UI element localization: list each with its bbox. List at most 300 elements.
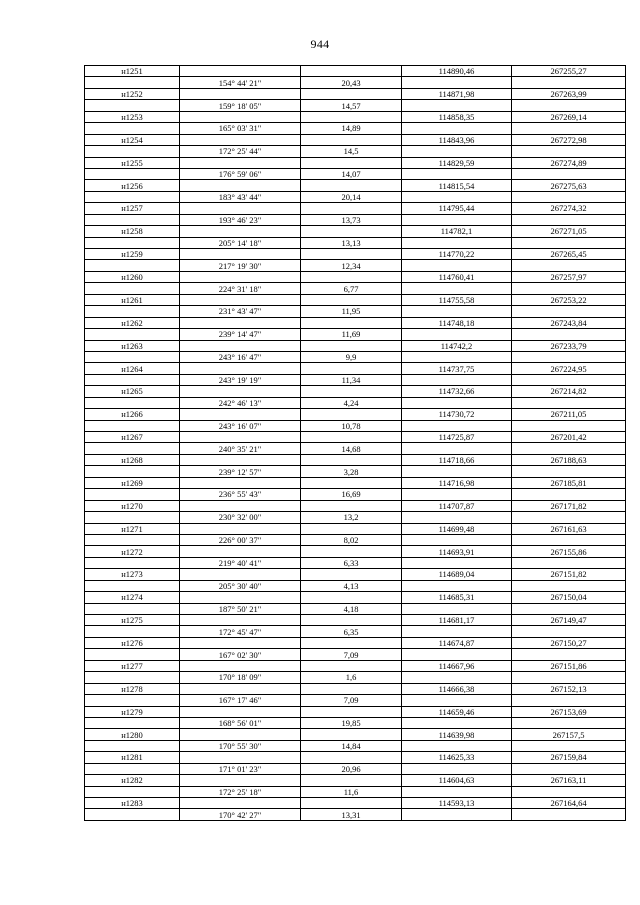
y-coordinate: 267271,05 bbox=[512, 226, 626, 237]
segment-row bbox=[85, 626, 626, 637]
angle-spacer bbox=[180, 615, 301, 626]
x-coordinate: 114593,13 bbox=[402, 798, 512, 809]
point-row bbox=[85, 615, 626, 626]
length-spacer bbox=[301, 523, 402, 534]
point-name: н1264 bbox=[85, 363, 180, 374]
point-spacer bbox=[85, 214, 180, 225]
y-spacer bbox=[512, 512, 626, 523]
y-spacer bbox=[512, 191, 626, 202]
x-coordinate: 114755,58 bbox=[402, 294, 512, 305]
point-name: н1251 bbox=[85, 66, 180, 77]
point-row bbox=[85, 454, 626, 465]
x-spacer bbox=[402, 237, 512, 248]
segment-length: 9,9 bbox=[301, 351, 402, 362]
segment-row bbox=[85, 603, 626, 614]
direction-angle: 172° 25' 44" bbox=[180, 146, 301, 157]
x-spacer bbox=[402, 374, 512, 385]
point-row bbox=[85, 111, 626, 122]
point-row bbox=[85, 409, 626, 420]
direction-angle: 172° 25' 18" bbox=[180, 786, 301, 797]
y-coordinate: 267224,95 bbox=[512, 363, 626, 374]
angle-spacer bbox=[180, 729, 301, 740]
direction-angle: 170° 42' 27" bbox=[180, 809, 301, 820]
length-spacer bbox=[301, 317, 402, 328]
point-name: н1282 bbox=[85, 775, 180, 786]
point-spacer bbox=[85, 603, 180, 614]
point-spacer bbox=[85, 786, 180, 797]
point-name: н1266 bbox=[85, 409, 180, 420]
point-name: н1270 bbox=[85, 500, 180, 511]
length-spacer bbox=[301, 706, 402, 717]
segment-row bbox=[85, 672, 626, 683]
x-spacer bbox=[402, 649, 512, 660]
point-spacer bbox=[85, 717, 180, 728]
segment-length: 16,69 bbox=[301, 489, 402, 500]
segment-row bbox=[85, 649, 626, 660]
angle-spacer bbox=[180, 363, 301, 374]
point-row bbox=[85, 203, 626, 214]
segment-length: 1,6 bbox=[301, 672, 402, 683]
point-name: н1257 bbox=[85, 203, 180, 214]
x-coordinate: 114689,04 bbox=[402, 569, 512, 580]
y-coordinate: 267153,69 bbox=[512, 706, 626, 717]
y-spacer bbox=[512, 534, 626, 545]
direction-angle: 168° 56' 01" bbox=[180, 717, 301, 728]
coordinates-table bbox=[84, 65, 626, 821]
point-spacer bbox=[85, 649, 180, 660]
segment-row bbox=[85, 306, 626, 317]
length-spacer bbox=[301, 500, 402, 511]
x-spacer bbox=[402, 512, 512, 523]
x-coordinate: 114725,87 bbox=[402, 432, 512, 443]
y-spacer bbox=[512, 168, 626, 179]
y-spacer bbox=[512, 260, 626, 271]
segment-row bbox=[85, 283, 626, 294]
point-name: н1274 bbox=[85, 592, 180, 603]
point-spacer bbox=[85, 100, 180, 111]
y-spacer bbox=[512, 146, 626, 157]
y-coordinate: 267257,97 bbox=[512, 271, 626, 282]
angle-spacer bbox=[180, 294, 301, 305]
x-coordinate: 114843,96 bbox=[402, 134, 512, 145]
x-spacer bbox=[402, 809, 512, 820]
segment-row bbox=[85, 100, 626, 111]
x-coordinate: 114667,96 bbox=[402, 660, 512, 671]
x-coordinate: 114681,17 bbox=[402, 615, 512, 626]
y-spacer bbox=[512, 557, 626, 568]
x-spacer bbox=[402, 717, 512, 728]
segment-length: 14,07 bbox=[301, 168, 402, 179]
angle-spacer bbox=[180, 500, 301, 511]
direction-angle: 239° 12' 57" bbox=[180, 466, 301, 477]
y-coordinate: 267150,04 bbox=[512, 592, 626, 603]
length-spacer bbox=[301, 111, 402, 122]
segment-row bbox=[85, 695, 626, 706]
point-spacer bbox=[85, 695, 180, 706]
y-coordinate: 267149,47 bbox=[512, 615, 626, 626]
y-coordinate: 267152,13 bbox=[512, 683, 626, 694]
segment-row bbox=[85, 329, 626, 340]
x-spacer bbox=[402, 351, 512, 362]
direction-angle: 167° 17' 46" bbox=[180, 695, 301, 706]
segment-row bbox=[85, 351, 626, 362]
length-spacer bbox=[301, 203, 402, 214]
length-spacer bbox=[301, 775, 402, 786]
y-spacer bbox=[512, 351, 626, 362]
y-coordinate: 267233,79 bbox=[512, 340, 626, 351]
direction-angle: 239° 14' 47" bbox=[180, 329, 301, 340]
x-spacer bbox=[402, 557, 512, 568]
page-number: 944 bbox=[310, 37, 330, 51]
point-name: н1267 bbox=[85, 432, 180, 443]
segment-length: 14,57 bbox=[301, 100, 402, 111]
x-spacer bbox=[402, 786, 512, 797]
y-spacer bbox=[512, 214, 626, 225]
y-spacer bbox=[512, 466, 626, 477]
segment-length: 19,85 bbox=[301, 717, 402, 728]
point-row bbox=[85, 226, 626, 237]
segment-length: 4,24 bbox=[301, 397, 402, 408]
point-name: н1273 bbox=[85, 569, 180, 580]
length-spacer bbox=[301, 134, 402, 145]
x-coordinate: 114707,87 bbox=[402, 500, 512, 511]
direction-angle: 154° 44' 21" bbox=[180, 77, 301, 88]
segment-length: 7,09 bbox=[301, 649, 402, 660]
angle-spacer bbox=[180, 111, 301, 122]
angle-spacer bbox=[180, 66, 301, 77]
angle-spacer bbox=[180, 660, 301, 671]
point-name: н1260 bbox=[85, 271, 180, 282]
x-spacer bbox=[402, 763, 512, 774]
segment-length: 14,68 bbox=[301, 443, 402, 454]
y-spacer bbox=[512, 695, 626, 706]
point-row bbox=[85, 432, 626, 443]
direction-angle: 193° 46' 23" bbox=[180, 214, 301, 225]
point-spacer bbox=[85, 580, 180, 591]
direction-angle: 236° 55' 43" bbox=[180, 489, 301, 500]
segment-length: 20,43 bbox=[301, 77, 402, 88]
y-spacer bbox=[512, 100, 626, 111]
direction-angle: 159° 18' 05" bbox=[180, 100, 301, 111]
point-spacer bbox=[85, 283, 180, 294]
angle-spacer bbox=[180, 271, 301, 282]
y-spacer bbox=[512, 763, 626, 774]
x-coordinate: 114699,48 bbox=[402, 523, 512, 534]
point-row bbox=[85, 798, 626, 809]
segment-length: 14,84 bbox=[301, 740, 402, 751]
y-coordinate: 267274,32 bbox=[512, 203, 626, 214]
segment-row bbox=[85, 786, 626, 797]
y-spacer bbox=[512, 489, 626, 500]
segment-row bbox=[85, 580, 626, 591]
segment-length: 13,2 bbox=[301, 512, 402, 523]
x-spacer bbox=[402, 306, 512, 317]
point-name: н1255 bbox=[85, 157, 180, 168]
x-coordinate: 114716,98 bbox=[402, 477, 512, 488]
length-spacer bbox=[301, 294, 402, 305]
angle-spacer bbox=[180, 409, 301, 420]
x-spacer bbox=[402, 672, 512, 683]
point-spacer bbox=[85, 512, 180, 523]
y-spacer bbox=[512, 603, 626, 614]
segment-length: 13,73 bbox=[301, 214, 402, 225]
angle-spacer bbox=[180, 706, 301, 717]
point-name: н1265 bbox=[85, 386, 180, 397]
point-row bbox=[85, 249, 626, 260]
x-coordinate: 114693,91 bbox=[402, 546, 512, 557]
point-name: н1256 bbox=[85, 180, 180, 191]
x-coordinate: 114770,22 bbox=[402, 249, 512, 260]
segment-row bbox=[85, 168, 626, 179]
point-spacer bbox=[85, 237, 180, 248]
segment-length: 8,02 bbox=[301, 534, 402, 545]
point-spacer bbox=[85, 397, 180, 408]
x-coordinate: 114639,98 bbox=[402, 729, 512, 740]
point-spacer bbox=[85, 443, 180, 454]
segment-row bbox=[85, 740, 626, 751]
segment-length: 4,18 bbox=[301, 603, 402, 614]
point-name: н1254 bbox=[85, 134, 180, 145]
x-coordinate: 114871,98 bbox=[402, 88, 512, 99]
x-spacer bbox=[402, 695, 512, 706]
point-row bbox=[85, 660, 626, 671]
segment-length: 6,33 bbox=[301, 557, 402, 568]
segment-length: 3,28 bbox=[301, 466, 402, 477]
y-spacer bbox=[512, 237, 626, 248]
segment-length: 11,95 bbox=[301, 306, 402, 317]
point-spacer bbox=[85, 420, 180, 431]
direction-angle: 219° 40' 41" bbox=[180, 557, 301, 568]
point-spacer bbox=[85, 466, 180, 477]
point-row bbox=[85, 637, 626, 648]
x-coordinate: 114685,31 bbox=[402, 592, 512, 603]
point-spacer bbox=[85, 626, 180, 637]
point-name: н1263 bbox=[85, 340, 180, 351]
segment-row bbox=[85, 763, 626, 774]
direction-angle: 217° 19' 30" bbox=[180, 260, 301, 271]
segment-length: 11,34 bbox=[301, 374, 402, 385]
point-row bbox=[85, 729, 626, 740]
segment-length: 11,69 bbox=[301, 329, 402, 340]
point-name: н1272 bbox=[85, 546, 180, 557]
point-spacer bbox=[85, 77, 180, 88]
direction-angle: 230° 32' 00" bbox=[180, 512, 301, 523]
angle-spacer bbox=[180, 180, 301, 191]
segment-row bbox=[85, 397, 626, 408]
point-name: н1283 bbox=[85, 798, 180, 809]
direction-angle: 183° 43' 44" bbox=[180, 191, 301, 202]
point-spacer bbox=[85, 489, 180, 500]
x-spacer bbox=[402, 443, 512, 454]
length-spacer bbox=[301, 546, 402, 557]
point-row bbox=[85, 546, 626, 557]
segment-length: 14,5 bbox=[301, 146, 402, 157]
y-spacer bbox=[512, 786, 626, 797]
point-spacer bbox=[85, 557, 180, 568]
length-spacer bbox=[301, 615, 402, 626]
y-coordinate: 267188,63 bbox=[512, 454, 626, 465]
segment-length: 14,89 bbox=[301, 123, 402, 134]
point-row bbox=[85, 592, 626, 603]
angle-spacer bbox=[180, 203, 301, 214]
point-spacer bbox=[85, 672, 180, 683]
x-spacer bbox=[402, 397, 512, 408]
angle-spacer bbox=[180, 798, 301, 809]
y-spacer bbox=[512, 374, 626, 385]
y-spacer bbox=[512, 649, 626, 660]
x-spacer bbox=[402, 329, 512, 340]
x-coordinate: 114718,66 bbox=[402, 454, 512, 465]
segment-row bbox=[85, 146, 626, 157]
x-spacer bbox=[402, 466, 512, 477]
point-row bbox=[85, 752, 626, 763]
x-coordinate: 114625,33 bbox=[402, 752, 512, 763]
angle-spacer bbox=[180, 134, 301, 145]
length-spacer bbox=[301, 637, 402, 648]
point-row bbox=[85, 477, 626, 488]
y-coordinate: 267265,45 bbox=[512, 249, 626, 260]
point-spacer bbox=[85, 374, 180, 385]
x-spacer bbox=[402, 420, 512, 431]
y-coordinate: 267211,05 bbox=[512, 409, 626, 420]
segment-row bbox=[85, 260, 626, 271]
segment-row bbox=[85, 214, 626, 225]
x-coordinate: 114730,72 bbox=[402, 409, 512, 420]
x-coordinate: 114674,87 bbox=[402, 637, 512, 648]
point-name: н1252 bbox=[85, 88, 180, 99]
segment-length: 13,31 bbox=[301, 809, 402, 820]
coordinates-table-body bbox=[85, 66, 626, 821]
length-spacer bbox=[301, 752, 402, 763]
y-spacer bbox=[512, 329, 626, 340]
point-row bbox=[85, 569, 626, 580]
length-spacer bbox=[301, 157, 402, 168]
point-name: н1278 bbox=[85, 683, 180, 694]
x-spacer bbox=[402, 168, 512, 179]
y-spacer bbox=[512, 397, 626, 408]
direction-angle: 176° 59' 06" bbox=[180, 168, 301, 179]
point-row bbox=[85, 271, 626, 282]
angle-spacer bbox=[180, 157, 301, 168]
length-spacer bbox=[301, 249, 402, 260]
direction-angle: 243° 16' 47" bbox=[180, 351, 301, 362]
segment-row bbox=[85, 420, 626, 431]
point-row bbox=[85, 180, 626, 191]
point-row bbox=[85, 134, 626, 145]
point-row bbox=[85, 66, 626, 77]
segment-row bbox=[85, 534, 626, 545]
angle-spacer bbox=[180, 523, 301, 534]
y-coordinate: 267274,89 bbox=[512, 157, 626, 168]
x-spacer bbox=[402, 580, 512, 591]
x-spacer bbox=[402, 626, 512, 637]
angle-spacer bbox=[180, 386, 301, 397]
direction-angle: 205° 30' 40" bbox=[180, 580, 301, 591]
length-spacer bbox=[301, 386, 402, 397]
point-row bbox=[85, 775, 626, 786]
segment-length: 6,77 bbox=[301, 283, 402, 294]
direction-angle: 240° 35' 21" bbox=[180, 443, 301, 454]
angle-spacer bbox=[180, 477, 301, 488]
x-coordinate: 114666,38 bbox=[402, 683, 512, 694]
angle-spacer bbox=[180, 637, 301, 648]
point-row bbox=[85, 386, 626, 397]
segment-length: 12,34 bbox=[301, 260, 402, 271]
y-spacer bbox=[512, 809, 626, 820]
point-spacer bbox=[85, 168, 180, 179]
point-spacer bbox=[85, 329, 180, 340]
x-spacer bbox=[402, 603, 512, 614]
direction-angle: 205° 14' 18" bbox=[180, 237, 301, 248]
y-coordinate: 267171,82 bbox=[512, 500, 626, 511]
angle-spacer bbox=[180, 249, 301, 260]
x-spacer bbox=[402, 740, 512, 751]
direction-angle: 167° 02' 30" bbox=[180, 649, 301, 660]
direction-angle: 165° 03' 31" bbox=[180, 123, 301, 134]
y-coordinate: 267255,27 bbox=[512, 66, 626, 77]
direction-angle: 243° 16' 07" bbox=[180, 420, 301, 431]
x-spacer bbox=[402, 100, 512, 111]
segment-length: 7,09 bbox=[301, 695, 402, 706]
point-name: н1269 bbox=[85, 477, 180, 488]
y-coordinate: 267275,63 bbox=[512, 180, 626, 191]
angle-spacer bbox=[180, 454, 301, 465]
x-coordinate: 114782,1 bbox=[402, 226, 512, 237]
x-coordinate: 114732,66 bbox=[402, 386, 512, 397]
point-row bbox=[85, 500, 626, 511]
point-name: н1279 bbox=[85, 706, 180, 717]
y-spacer bbox=[512, 626, 626, 637]
segment-length: 20,14 bbox=[301, 191, 402, 202]
segment-row bbox=[85, 191, 626, 202]
point-spacer bbox=[85, 146, 180, 157]
x-coordinate: 114604,63 bbox=[402, 775, 512, 786]
angle-spacer bbox=[180, 569, 301, 580]
segment-length: 10,78 bbox=[301, 420, 402, 431]
length-spacer bbox=[301, 66, 402, 77]
direction-angle: 171° 01' 23" bbox=[180, 763, 301, 774]
direction-angle: 231° 43' 47" bbox=[180, 306, 301, 317]
y-spacer bbox=[512, 580, 626, 591]
length-spacer bbox=[301, 477, 402, 488]
y-coordinate: 267214,82 bbox=[512, 386, 626, 397]
x-spacer bbox=[402, 77, 512, 88]
point-spacer bbox=[85, 123, 180, 134]
length-spacer bbox=[301, 454, 402, 465]
x-spacer bbox=[402, 214, 512, 225]
length-spacer bbox=[301, 569, 402, 580]
angle-spacer bbox=[180, 226, 301, 237]
point-row bbox=[85, 363, 626, 374]
point-spacer bbox=[85, 763, 180, 774]
y-spacer bbox=[512, 717, 626, 728]
point-name: н1262 bbox=[85, 317, 180, 328]
segment-length: 13,13 bbox=[301, 237, 402, 248]
point-row bbox=[85, 706, 626, 717]
length-spacer bbox=[301, 271, 402, 282]
point-name: н1261 bbox=[85, 294, 180, 305]
length-spacer bbox=[301, 798, 402, 809]
x-coordinate: 114795,44 bbox=[402, 203, 512, 214]
point-spacer bbox=[85, 740, 180, 751]
y-spacer bbox=[512, 123, 626, 134]
angle-spacer bbox=[180, 317, 301, 328]
x-spacer bbox=[402, 260, 512, 271]
point-row bbox=[85, 88, 626, 99]
direction-angle: 224° 31' 18" bbox=[180, 283, 301, 294]
point-spacer bbox=[85, 191, 180, 202]
x-coordinate: 114829,59 bbox=[402, 157, 512, 168]
